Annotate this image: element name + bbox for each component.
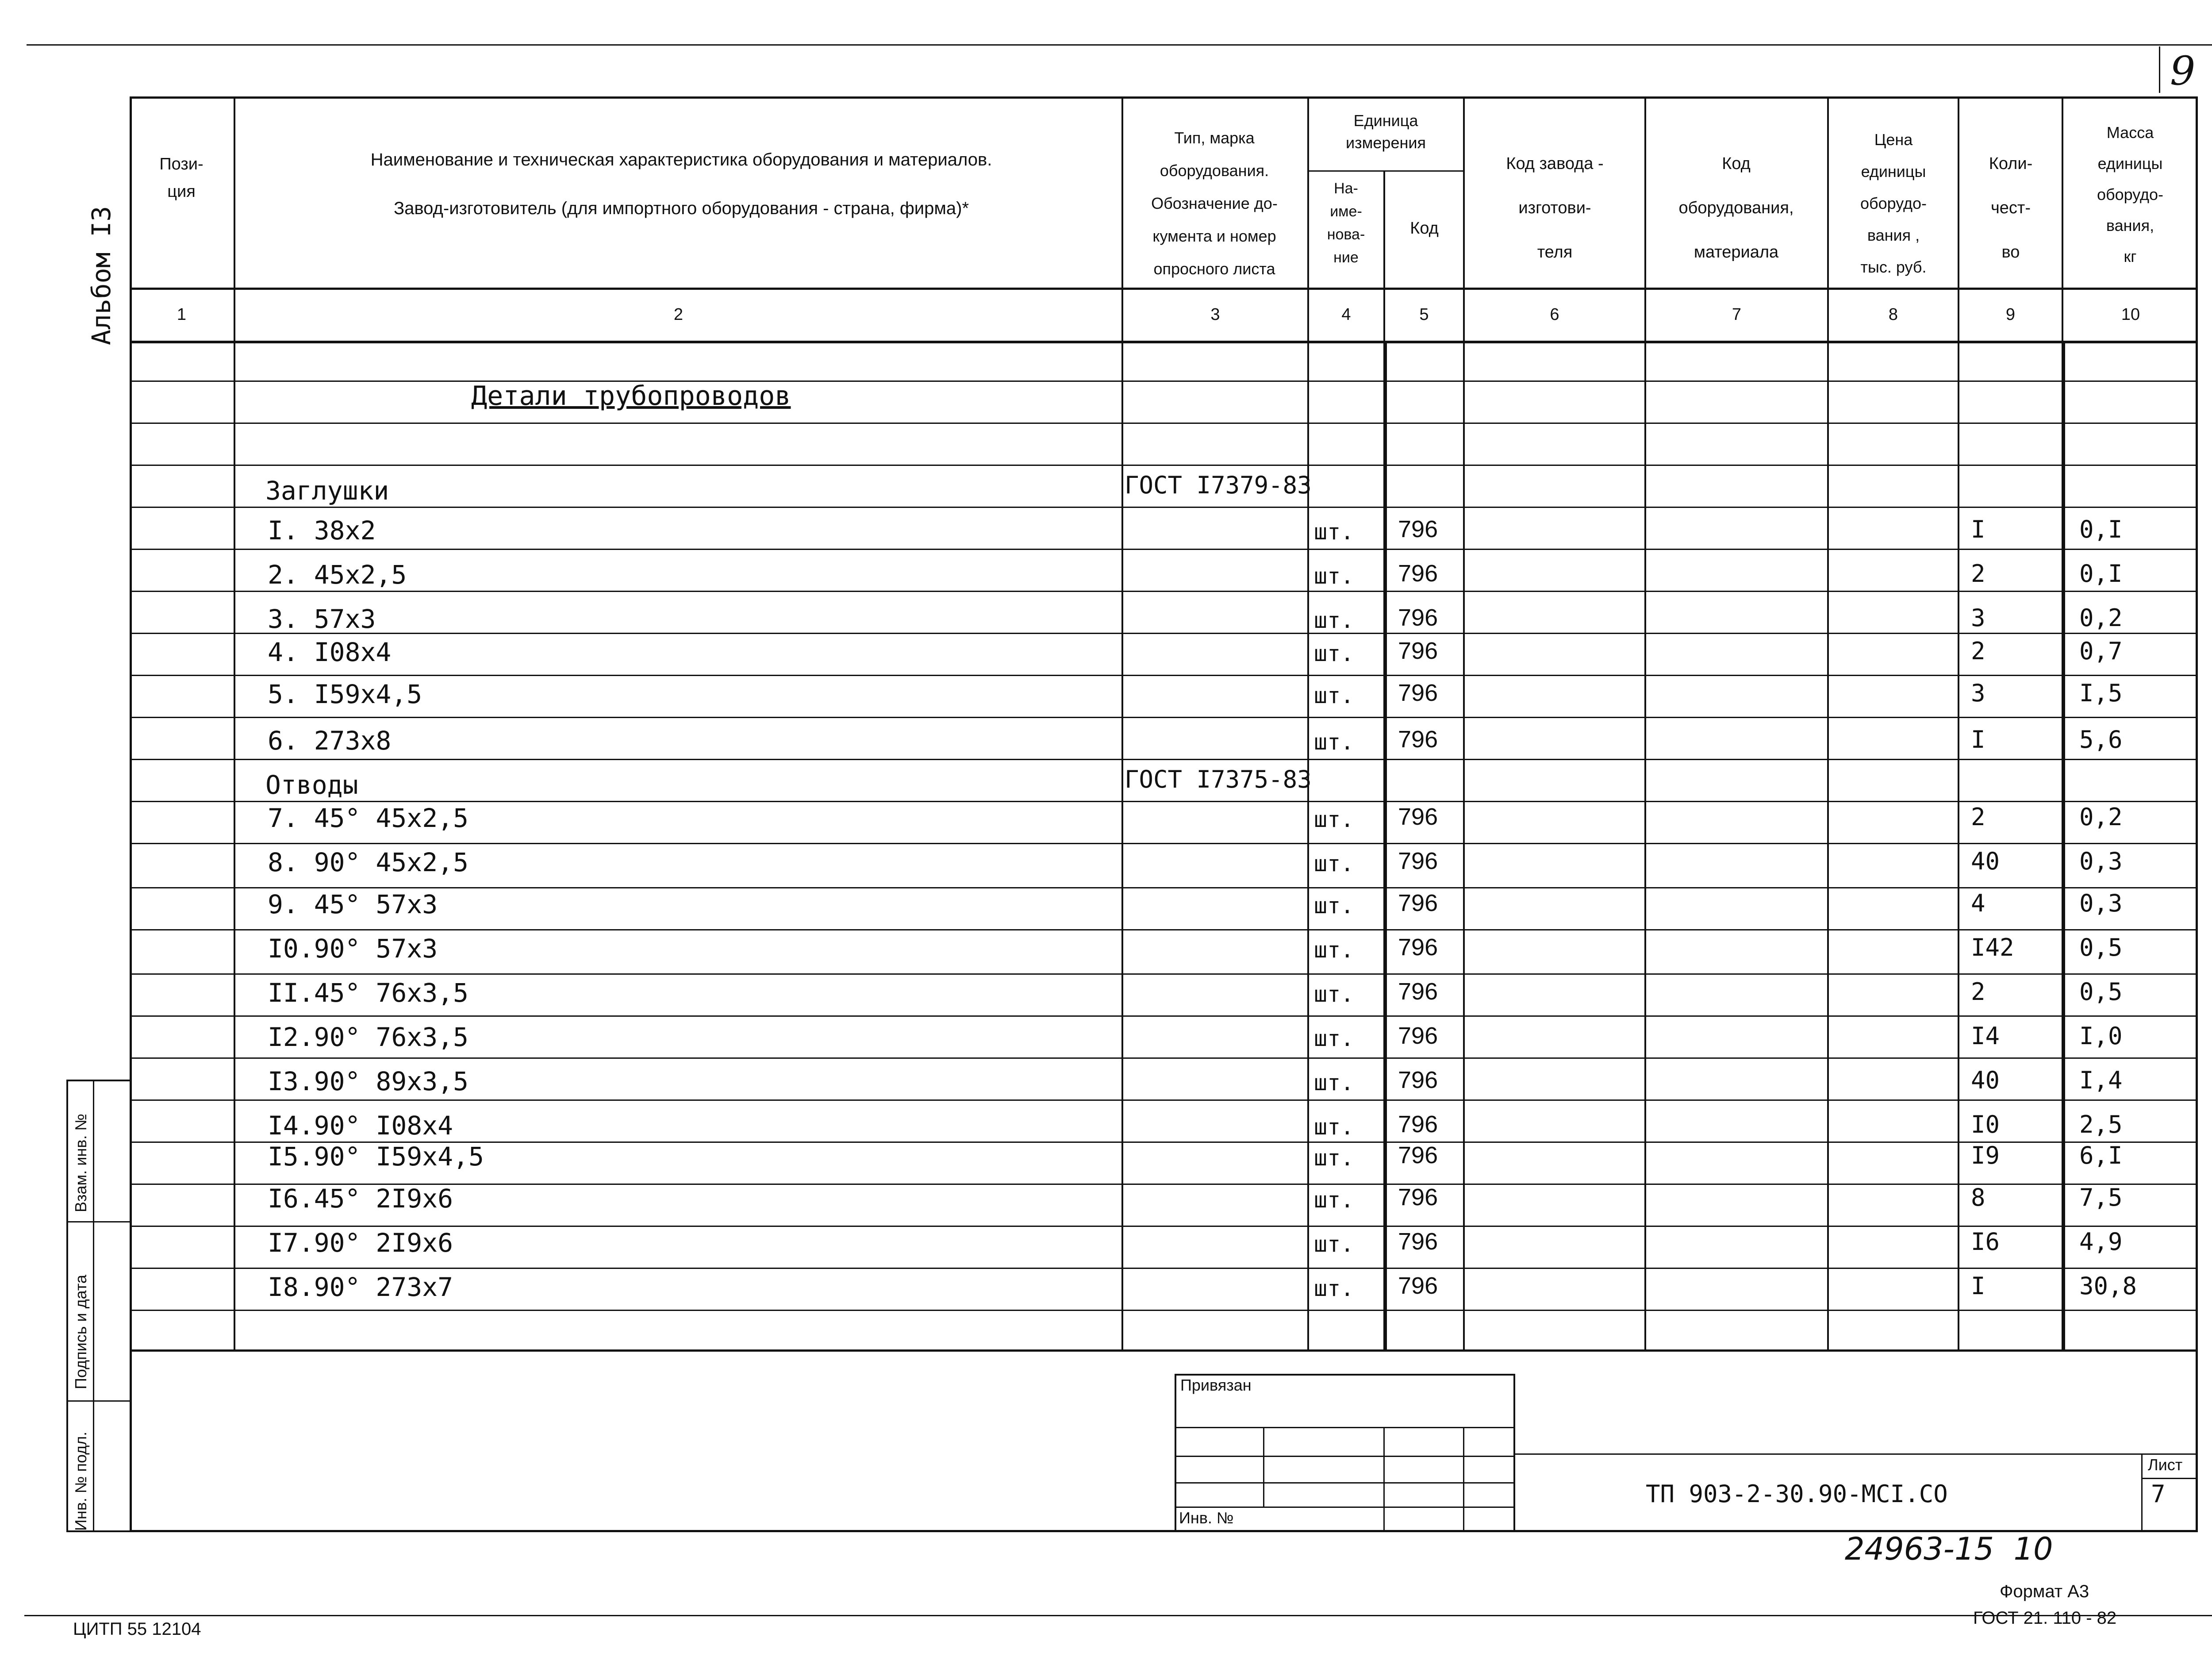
- row-name: 3. 57х3: [268, 604, 376, 634]
- row-quantity: I: [1971, 726, 1985, 753]
- row-code: 796: [1398, 934, 1438, 961]
- row-unit: шт.: [1314, 851, 1354, 876]
- header-name-line1: Наименование и техническая характеристика оборудования и материалов.: [370, 150, 992, 169]
- row-name: I4.90° I08х4: [268, 1111, 453, 1141]
- row-code: 796: [1398, 890, 1438, 916]
- column-number: 1: [177, 305, 187, 324]
- header-equipment-code: Код оборудования, материала: [1678, 154, 1794, 261]
- header-plant-code: Код завода - изготови- теля: [1506, 154, 1604, 261]
- row-code: 796: [1398, 1184, 1438, 1211]
- row-quantity: 8: [1971, 1184, 1985, 1211]
- row-mass: 0,3: [2079, 847, 2123, 875]
- row-quantity: I: [1971, 1272, 1985, 1300]
- stamp-inv-no: Инв. №: [1179, 1509, 1234, 1527]
- format-label: Формат А3: [2000, 1582, 2089, 1601]
- header-position: Пози- ция: [159, 155, 204, 201]
- row-name: 2. 45х2,5: [268, 560, 407, 590]
- row-code: 796: [1398, 638, 1438, 664]
- row-unit: шт.: [1314, 683, 1354, 708]
- row-code: 796: [1398, 1228, 1438, 1255]
- row-mass: 7,5: [2079, 1184, 2123, 1211]
- row-unit: шт.: [1314, 937, 1354, 963]
- row-mass: I,4: [2079, 1066, 2123, 1094]
- row-quantity: 2: [1971, 637, 1985, 665]
- row-code: 796: [1398, 516, 1438, 542]
- row-name: II.45° 76х3,5: [268, 978, 469, 1008]
- gost-label: ГОСТ 21. 110 - 82: [1973, 1608, 2117, 1628]
- row-mass: 5,6: [2079, 726, 2123, 753]
- row-mass: 0,5: [2079, 934, 2123, 961]
- row-mass: I,0: [2079, 1022, 2123, 1050]
- stamp-privyazan: Привязан: [1180, 1376, 1252, 1394]
- row-unit: шт.: [1314, 1145, 1354, 1171]
- row-mass: 2,5: [2079, 1111, 2123, 1138]
- handwritten-code: 24963-15 10: [1845, 1531, 2053, 1567]
- row-code: 796: [1398, 726, 1438, 753]
- row-unit: шт.: [1314, 1187, 1354, 1213]
- side-label-vzam: Взам. инв. №: [72, 1113, 90, 1212]
- row-name: I3.90° 89х3,5: [268, 1066, 469, 1096]
- row-quantity: 40: [1971, 847, 2000, 875]
- row-code: 796: [1398, 1022, 1438, 1049]
- row-unit: шт.: [1314, 519, 1354, 545]
- group-doc: ГОСТ I7379-83: [1125, 471, 1312, 499]
- row-name: I. 38х2: [268, 515, 376, 546]
- section-title: Детали трубопроводов: [471, 381, 791, 411]
- row-name: 9. 45° 57х3: [268, 889, 438, 919]
- group-title: Отводы: [265, 770, 358, 800]
- header-name-line2: Завод-изготовитель (для импортного оборудования - страна, фирма)*: [393, 199, 969, 218]
- row-mass: 0,5: [2079, 978, 2123, 1006]
- row-code: 796: [1398, 803, 1438, 830]
- row-unit: шт.: [1314, 641, 1354, 666]
- header-mass: Масса единицы оборудо- вания, кг: [2097, 123, 2164, 265]
- row-name: I5.90° I59х4,5: [268, 1142, 484, 1172]
- column-number: 9: [2005, 305, 2016, 324]
- row-quantity: 2: [1971, 978, 1985, 1006]
- bottom-left-code: ЦИТП 55 12104: [73, 1619, 201, 1639]
- row-unit: шт.: [1314, 1026, 1354, 1051]
- row-mass: 0,I: [2079, 515, 2123, 543]
- row-name: I2.90° 76х3,5: [268, 1022, 469, 1052]
- column-number: 4: [1341, 305, 1351, 324]
- row-unit: шт.: [1314, 1231, 1354, 1257]
- row-mass: 0,3: [2079, 889, 2123, 917]
- row-unit: шт.: [1314, 807, 1354, 832]
- row-quantity: I4: [1971, 1022, 2000, 1050]
- row-code: 796: [1398, 604, 1438, 631]
- row-quantity: I0: [1971, 1111, 2000, 1138]
- row-unit: шт.: [1314, 1276, 1354, 1301]
- row-name: 8. 90° 45х2,5: [268, 847, 469, 877]
- row-name: 7. 45° 45х2,5: [268, 803, 469, 833]
- row-mass: I,5: [2079, 679, 2123, 707]
- sheet-label: Лист: [2148, 1456, 2183, 1474]
- row-quantity: I6: [1971, 1228, 2000, 1256]
- row-mass: 4,9: [2079, 1228, 2123, 1256]
- row-quantity: 40: [1971, 1066, 2000, 1094]
- sheet-number: 7: [2151, 1480, 2166, 1508]
- row-quantity: I42: [1971, 934, 2014, 961]
- group-doc: ГОСТ I7375-83: [1125, 765, 1312, 793]
- column-number: 5: [1419, 305, 1429, 324]
- row-mass: 0,7: [2079, 637, 2123, 665]
- row-unit: шт.: [1314, 607, 1354, 633]
- group-title: Заглушки: [265, 476, 389, 506]
- album-label: Альбом I3: [86, 206, 116, 345]
- row-code: 796: [1398, 1142, 1438, 1168]
- row-mass: 0,I: [2079, 560, 2123, 588]
- row-mass: 0,2: [2079, 803, 2123, 831]
- column-number: 3: [1210, 305, 1220, 324]
- row-name: I8.90° 273х7: [268, 1272, 453, 1302]
- row-quantity: 3: [1971, 604, 1985, 632]
- row-name: 5. I59х4,5: [268, 679, 422, 709]
- row-code: 796: [1398, 680, 1438, 706]
- row-code: 796: [1398, 1272, 1438, 1299]
- row-quantity: 4: [1971, 889, 1985, 917]
- row-unit: шт.: [1314, 1114, 1354, 1140]
- side-label-inv-podl: Инв. № подл.: [72, 1431, 90, 1531]
- row-mass: 0,2: [2079, 604, 2123, 632]
- column-number: 2: [673, 305, 684, 324]
- row-mass: 30,8: [2079, 1272, 2137, 1300]
- row-unit: шт.: [1314, 893, 1354, 919]
- row-name: I0.90° 57х3: [268, 934, 438, 964]
- document-code: ТП 903-2-30.90-МСI.СО: [1646, 1480, 1948, 1508]
- row-mass: 6,I: [2079, 1142, 2123, 1169]
- row-code: 796: [1398, 1067, 1438, 1093]
- column-number: 7: [1732, 305, 1742, 324]
- column-number: 8: [1888, 305, 1898, 324]
- row-name: I6.45° 2I9х6: [268, 1184, 453, 1214]
- row-quantity: 3: [1971, 679, 1985, 707]
- column-number: 10: [2121, 305, 2140, 324]
- header-unit-code: Код: [1410, 219, 1439, 238]
- page-number: 9: [2170, 48, 2196, 94]
- row-quantity: 2: [1971, 560, 1985, 588]
- row-unit: шт.: [1314, 729, 1354, 755]
- row-code: 796: [1398, 848, 1438, 874]
- row-code: 796: [1398, 1111, 1438, 1138]
- header-type: Тип, марка оборудования. Обозначение до- кумента и номер опросного листа: [1151, 129, 1278, 278]
- row-unit: шт.: [1314, 1070, 1354, 1095]
- header-price: Цена единицы оборудо- вания , тыс. руб.: [1860, 131, 1927, 276]
- column-number: 6: [1550, 305, 1559, 324]
- row-name: 4. I08х4: [268, 637, 392, 667]
- row-unit: шт.: [1314, 981, 1354, 1007]
- header-unit: Единица измерения: [1346, 111, 1426, 152]
- row-unit: шт.: [1314, 563, 1354, 589]
- header-unit-name: На- име- нова- ние: [1327, 180, 1365, 266]
- row-quantity: 2: [1971, 803, 1985, 831]
- row-code: 796: [1398, 978, 1438, 1005]
- row-name: 6. 273х8: [268, 726, 392, 756]
- header-quantity: Коли- чест- во: [1989, 154, 2033, 261]
- row-name: I7.90° 2I9х6: [268, 1228, 453, 1258]
- row-code: 796: [1398, 560, 1438, 587]
- side-label-podpis: Подпись и дата: [72, 1275, 90, 1389]
- row-quantity: I9: [1971, 1142, 2000, 1169]
- row-quantity: I: [1971, 515, 1985, 543]
